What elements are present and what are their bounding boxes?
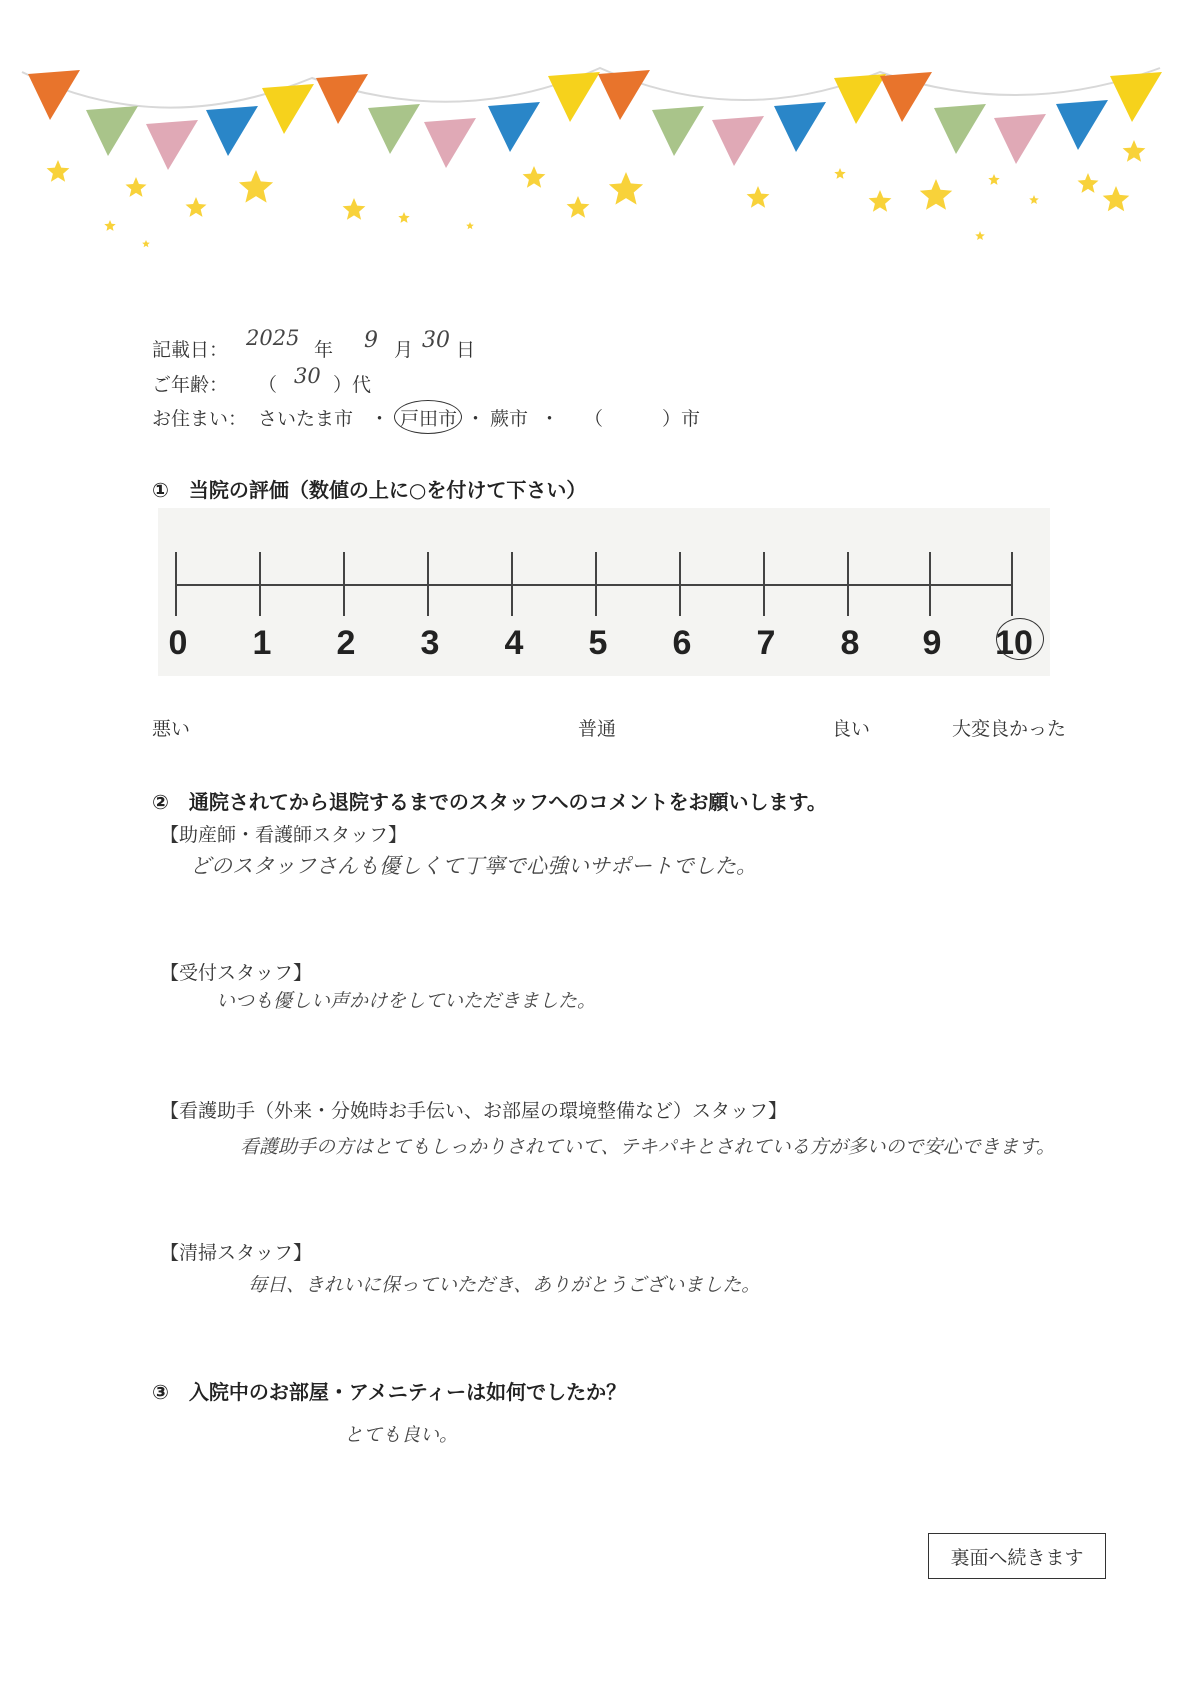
q1-title: ① 当院の評価（数値の上に○を付けて下さい）	[152, 478, 587, 502]
star-icon	[398, 212, 409, 223]
bunting-flag	[424, 118, 476, 168]
bunting-flag	[598, 70, 650, 120]
scale-label-bad: 悪い	[152, 718, 191, 740]
bunting-flag	[368, 104, 420, 154]
bunting-flag	[86, 106, 138, 156]
scale-label-very-good: 大変良かった	[952, 718, 1067, 740]
bunting-flag	[488, 102, 540, 152]
star-icon	[1029, 195, 1039, 204]
residence-separator: ・	[540, 408, 560, 430]
section-label-cleaning: 【清掃スタッフ】	[160, 1242, 313, 1264]
age-close-paren: ）代	[333, 374, 372, 396]
scale-number: 0	[168, 624, 188, 662]
comment-cleaning: 毎日、きれいに保っていただき、ありがとうございました。	[248, 1274, 761, 1296]
residence-option-saitama: さいたま市	[258, 408, 354, 430]
section-label-nursing-assistant: 【看護助手（外来・分娩時お手伝い、お部屋の環境整備など）スタッフ】	[160, 1100, 788, 1122]
residence-label: お住まい：	[152, 408, 248, 430]
bunting-flag	[774, 102, 826, 152]
star-icon	[975, 231, 985, 240]
q3-title: ③ 入院中のお部屋・アメニティーは如何でしたか？	[152, 1380, 627, 1404]
star-icon	[523, 166, 546, 188]
scale-tick	[259, 552, 261, 616]
residence-other-close: ）市	[662, 408, 701, 430]
residence-selection-circle	[394, 400, 462, 434]
bunting-decoration	[0, 0, 1190, 270]
scale-tick	[427, 552, 429, 616]
scale-tick	[929, 552, 931, 616]
scale-number: 10	[995, 624, 1033, 662]
scale-tick	[175, 552, 177, 616]
bunting-flag	[834, 74, 886, 124]
star-icon	[47, 160, 70, 182]
residence-option-toda: 戸田市	[400, 408, 458, 430]
residence-other-open: （	[584, 408, 604, 430]
bunting-flag	[1056, 100, 1108, 150]
comment-midwife-nurse: どのスタッフさんも優しくて丁寧で心強いサポートでした。	[190, 854, 757, 878]
star-icon	[1078, 173, 1099, 193]
scale-number: 4	[504, 624, 524, 662]
bunting-flag	[262, 84, 314, 134]
q2-title: ② 通院されてから退院するまでのスタッフへのコメントをお願いします。	[152, 790, 827, 814]
star-icon	[104, 220, 115, 231]
section-label-midwife-nurse: 【助産師・看護師スタッフ】	[160, 824, 408, 846]
bunting-flag	[652, 106, 704, 156]
bunting-flag	[28, 70, 80, 120]
date-day-handwritten: 30	[422, 328, 450, 353]
residence-separator: ・	[466, 408, 486, 430]
star-icon	[126, 177, 147, 197]
star-icon	[142, 240, 150, 247]
scale-number: 3	[420, 624, 440, 662]
scale-tick	[511, 552, 513, 616]
scale-number: 9	[922, 624, 942, 662]
star-icon	[1123, 140, 1146, 162]
star-icon	[343, 198, 366, 220]
year-unit: 年	[314, 339, 334, 361]
date-year-handwritten: 2025	[246, 326, 300, 350]
scale-number: 7	[756, 624, 776, 662]
star-icon	[747, 186, 770, 208]
scale-number: 2	[336, 624, 356, 662]
star-icon	[186, 197, 207, 217]
bunting-flag	[712, 116, 764, 166]
residence-separator: ・	[370, 408, 390, 430]
bunting-flag	[146, 120, 198, 170]
date-label: 記載日：	[152, 339, 229, 361]
date-month-handwritten: 9	[364, 328, 378, 353]
comment-reception: いつも優しい声かけをしていただきました。	[216, 990, 597, 1012]
q3-answer: とても良い。	[344, 1424, 459, 1446]
day-unit: 日	[456, 339, 476, 361]
age-label: ご年齢：	[152, 374, 229, 396]
bunting-flag	[206, 106, 258, 156]
month-unit: 月	[394, 339, 414, 361]
comment-nursing-assistant: 看護助手の方はとてもしっかりされていて、テキパキとされている方が多いので安心できます。	[240, 1136, 1056, 1158]
bunting-flag	[994, 114, 1046, 164]
star-icon	[834, 168, 845, 179]
age-value-handwritten: 30	[294, 364, 321, 388]
age-open-paren: （	[258, 374, 278, 396]
scale-number: 1	[252, 624, 272, 662]
scale-tick	[679, 552, 681, 616]
scale-label-normal: 普通	[578, 718, 617, 740]
scale-tick	[763, 552, 765, 616]
scale-tick	[1011, 552, 1013, 616]
star-icon	[609, 172, 643, 205]
star-icon	[567, 196, 590, 218]
scale-label-good: 良い	[832, 718, 871, 740]
bunting-flag	[548, 72, 600, 122]
rating-selection-circle	[996, 618, 1044, 660]
bunting-flag	[934, 104, 986, 154]
scale-tick	[595, 552, 597, 616]
bunting-flag	[1110, 72, 1162, 122]
star-icon	[869, 190, 892, 212]
section-label-reception: 【受付スタッフ】	[160, 962, 313, 984]
continue-on-back-box: 裏面へ続きます	[928, 1533, 1106, 1579]
star-icon	[920, 179, 952, 210]
scale-tick	[847, 552, 849, 616]
scale-tick	[343, 552, 345, 616]
bunting-flag	[880, 72, 932, 122]
star-icon	[1103, 186, 1130, 211]
scale-number: 8	[840, 624, 860, 662]
star-icon	[239, 170, 273, 203]
star-icon	[466, 222, 474, 229]
rating-scale-line	[176, 584, 1012, 586]
scale-number: 5	[588, 624, 608, 662]
star-icon	[988, 174, 999, 185]
residence-option-warabi: 蕨市	[490, 408, 529, 430]
bunting-flag	[316, 74, 368, 124]
scale-number: 6	[672, 624, 692, 662]
